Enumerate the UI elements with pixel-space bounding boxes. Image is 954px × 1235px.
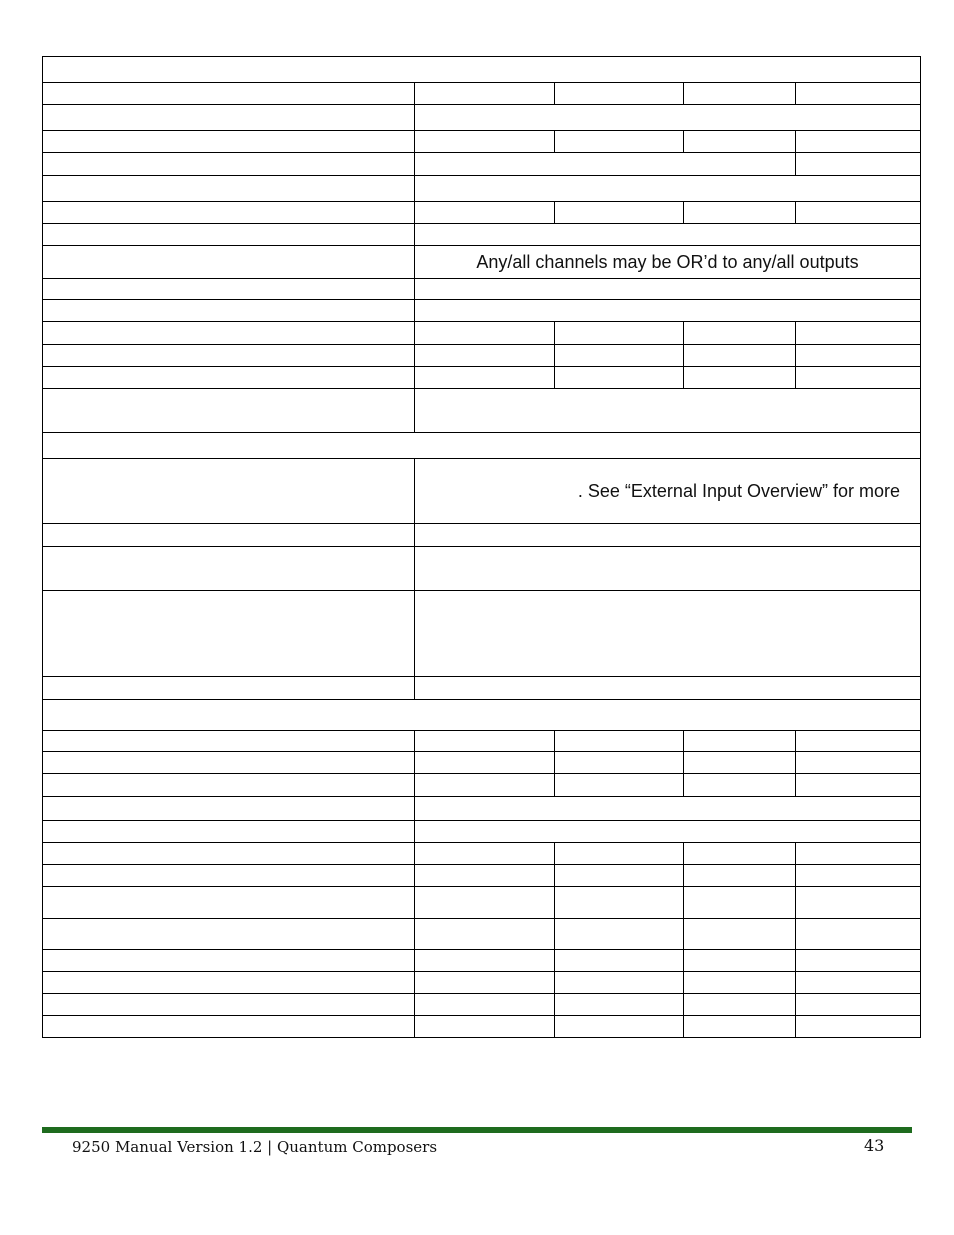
table-row — [43, 300, 921, 322]
section-header-row — [43, 700, 921, 731]
table-row — [43, 887, 921, 919]
table-row — [43, 821, 921, 843]
table-row — [43, 972, 921, 994]
table-row — [43, 176, 921, 202]
table-row — [43, 367, 921, 389]
page-number: 43 — [864, 1136, 885, 1155]
table-row — [43, 153, 921, 176]
table-row — [43, 591, 921, 677]
table-row — [43, 131, 921, 153]
table-row — [43, 919, 921, 950]
table-row — [43, 524, 921, 547]
footer-rule — [42, 1127, 912, 1133]
table-row — [43, 202, 921, 224]
table-row — [43, 322, 921, 345]
channels-note-cell: Any/all channels may be OR’d to any/all outputs — [415, 246, 921, 279]
table-row — [43, 389, 921, 433]
table-row — [43, 994, 921, 1016]
table-row — [43, 1016, 921, 1038]
external-input-note-cell: . See “External Input Overview” for more — [415, 459, 921, 524]
table-row — [43, 105, 921, 131]
table-row — [43, 345, 921, 367]
section-header-row — [43, 433, 921, 459]
table-row — [43, 843, 921, 865]
table-row — [43, 459, 921, 524]
table-row — [43, 774, 921, 797]
table-row — [43, 865, 921, 887]
section-header-row — [43, 57, 921, 83]
table-row — [43, 279, 921, 300]
footer-manual-title: 9250 Manual Version 1.2 | Quantum Composers — [72, 1138, 438, 1156]
table-row — [43, 731, 921, 752]
specification-table — [42, 56, 921, 1038]
table-row — [43, 950, 921, 972]
table-row — [43, 752, 921, 774]
table-row — [43, 547, 921, 591]
table-row — [43, 677, 921, 700]
table-row — [43, 246, 921, 279]
table-row — [43, 224, 921, 246]
table-row — [43, 797, 921, 821]
table-row — [43, 83, 921, 105]
